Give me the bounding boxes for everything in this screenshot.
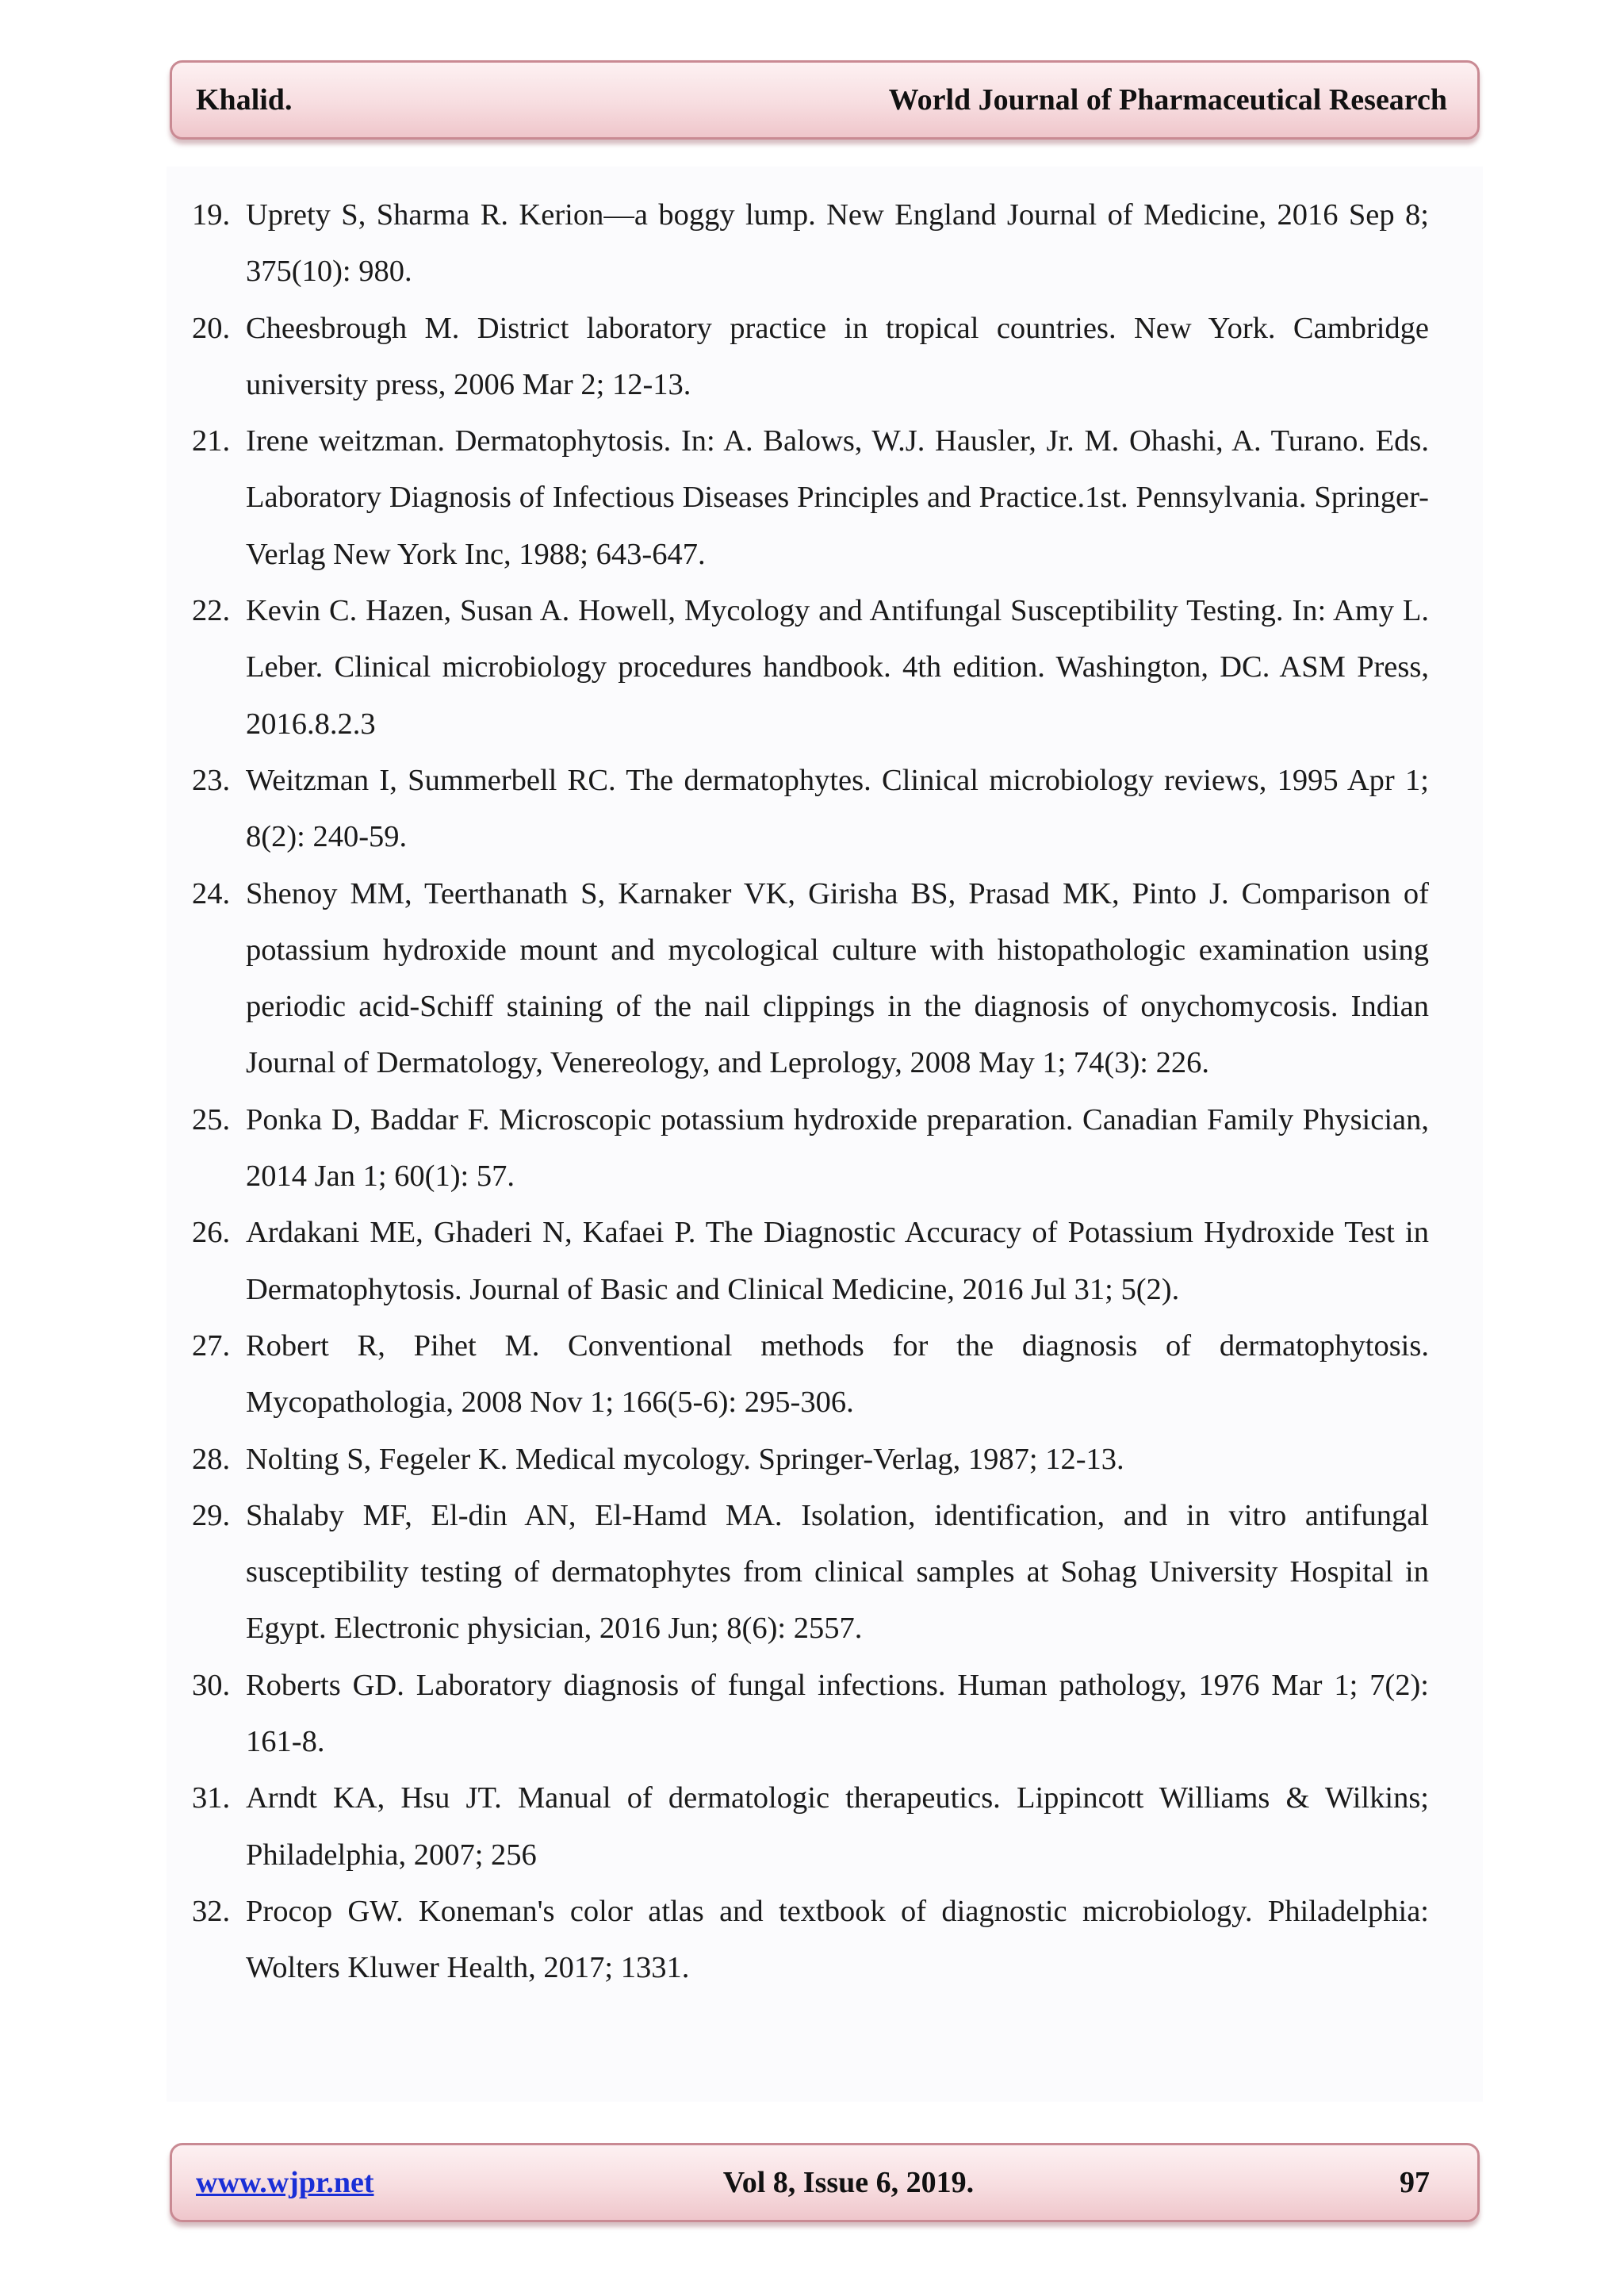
header-author: Khalid. xyxy=(196,83,293,117)
reference-text: Cheesbrough M. District laboratory practice in tropical countries. New York. Cambridge university press, 2006 Mar 2; 12-13. xyxy=(246,311,1429,401)
reference-item xyxy=(192,753,1429,866)
footer-page-number: 97 xyxy=(1400,2166,1430,2199)
footer-website-link[interactable]: www.wjpr.net xyxy=(196,2166,374,2199)
reference-item xyxy=(192,1658,1429,1771)
reference-list xyxy=(192,187,1429,1997)
reference-item xyxy=(192,1318,1429,1432)
reference-text: Robert R, Pihet M. Conventional methods for the diagnosis of dermatophytosis. Mycopathologia, 2008 Nov 1; 166(5-6): 295-306. xyxy=(246,1328,1429,1420)
reference-text: Irene weitzman. Dermatophytosis. In: A. Balows, W.J. Hausler, Jr. M. Ohashi, A. Turano. Eds. Laboratory Diagnosis of Infectious Diseases Principles and Practice.1st. Pennsylvania. Springer-Verlag New York Inc, 1988; 643-647. xyxy=(246,424,1429,571)
reference-item xyxy=(192,413,1429,583)
reference-item xyxy=(192,301,1429,414)
reference-text: Arndt KA, Hsu JT. Manual of dermatologic therapeutics. Lippincott Williams & Wilkins; Philadelphia, 2007; 256 xyxy=(246,1781,1429,1872)
reference-item xyxy=(192,187,1429,301)
reference-item xyxy=(192,1884,1429,1997)
reference-text: Nolting S, Fegeler K. Medical mycology. Springer-Verlag, 1987; 12-13. xyxy=(246,1442,1124,1476)
reference-text: Ponka D, Baddar F. Microscopic potassium hydroxide preparation. Canadian Family Physician, 2014 Jan 1; 60(1): 57. xyxy=(246,1102,1429,1194)
reference-number: 20. xyxy=(192,311,231,345)
reference-text: Uprety S, Sharma R. Kerion—a boggy lump. New England Journal of Medicine, 2016 Sep 8; 375(10): 980. xyxy=(246,198,1429,289)
reference-number: 26. xyxy=(192,1216,231,1250)
reference-item xyxy=(192,866,1429,1092)
reference-text: Shenoy MM, Teerthanath S, Karnaker VK, Girisha BS, Prasad MK, Pinto J. Comparison of potassium hydroxide mount and mycological culture with histopathologic examination using periodic acid-Schiff staining of the nail clippings in the diagnosis of onychomycosis. Indian Journal of Dermatology, Venereology, and Leprology, 2008 May 1; 74(3): 226. xyxy=(246,876,1429,1080)
reference-item xyxy=(192,1770,1429,1884)
reference-item xyxy=(192,1205,1429,1318)
reference-item xyxy=(192,1432,1429,1488)
reference-number: 28. xyxy=(192,1442,231,1476)
reference-text: Ardakani ME, Ghaderi N, Kafaei P. The Diagnostic Accuracy of Potassium Hydroxide Test in Dermatophytosis. Journal of Basic and Clinical Medicine, 2016 Jul 31; 5(2). xyxy=(246,1216,1429,1306)
running-header xyxy=(170,60,1480,140)
reference-item xyxy=(192,583,1429,753)
reference-number: 25. xyxy=(192,1102,231,1137)
reference-text: Procop GW. Koneman's color atlas and textbook of diagnostic microbiology. Philadelphia: Wolters Kluwer Health, 2017; 1331. xyxy=(246,1894,1429,1985)
reference-text: Kevin C. Hazen, Susan A. Howell, Mycology and Antifungal Susceptibility Testing. In: Amy L. Leber. Clinical microbiology procedures handbook. 4th edition. Washington, DC. ASM Press, 2016.8.2.3 xyxy=(246,594,1429,741)
reference-number: 27. xyxy=(192,1328,231,1363)
reference-number: 19. xyxy=(192,198,231,232)
reference-number: 24. xyxy=(192,876,231,910)
reference-number: 21. xyxy=(192,424,231,458)
reference-number: 29. xyxy=(192,1498,231,1532)
reference-item xyxy=(192,1092,1429,1205)
reference-text: Shalaby MF, El-din AN, El-Hamd MA. Isolation, identification, and in vitro antifungal susceptibility testing of dermatophytes from clinical samples at Sohag University Hospital in Egypt. Electronic physician, 2016 Jun; 8(6): 2557. xyxy=(246,1498,1429,1646)
reference-number: 31. xyxy=(192,1781,231,1815)
reference-text: Weitzman I, Summerbell RC. The dermatophytes. Clinical microbiology reviews, 1995 Apr 1; 8(2): 240-59. xyxy=(246,763,1429,854)
reference-number: 22. xyxy=(192,594,231,628)
reference-item xyxy=(192,1488,1429,1658)
footer-volume-issue: Vol 8, Issue 6, 2019. xyxy=(722,2166,975,2199)
reference-text: Roberts GD. Laboratory diagnosis of fungal infections. Human pathology, 1976 Mar 1; 7(2): 161-8. xyxy=(246,1668,1429,1759)
running-footer xyxy=(170,2143,1480,2222)
reference-number: 30. xyxy=(192,1668,231,1702)
header-journal-title: World Journal of Pharmaceutical Research xyxy=(888,83,1447,117)
reference-number: 32. xyxy=(192,1894,231,1928)
reference-number: 23. xyxy=(192,763,231,797)
